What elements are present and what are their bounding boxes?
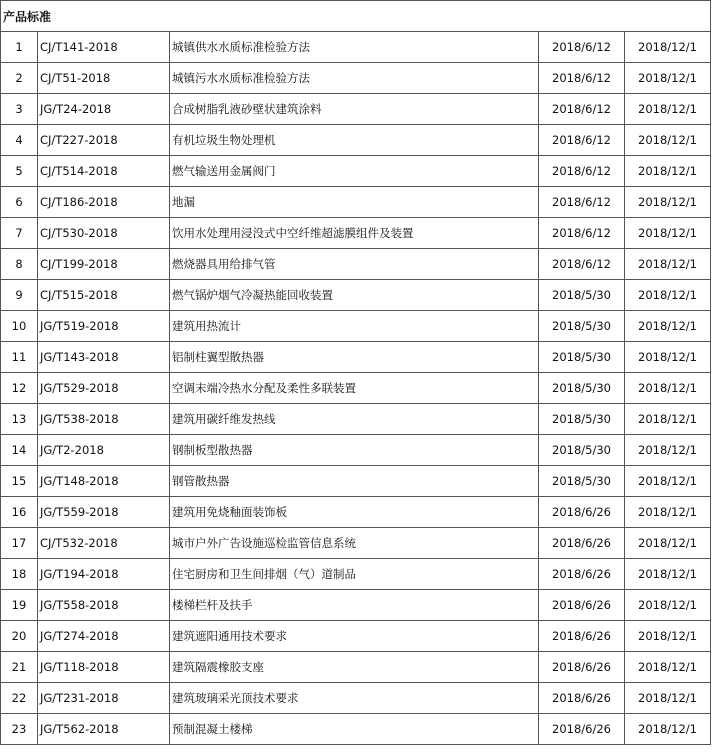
row-index: 5 (1, 156, 38, 187)
standard-code: CJ/T532-2018 (38, 528, 170, 559)
issue-date: 2018/6/12 (539, 63, 625, 94)
issue-date: 2018/6/26 (539, 528, 625, 559)
implementation-date: 2018/12/1 (625, 466, 711, 497)
issue-date: 2018/5/30 (539, 466, 625, 497)
standard-code: JG/T538-2018 (38, 404, 170, 435)
standard-name: 建筑用碳纤维发热线 (170, 404, 539, 435)
standard-name: 钢制板型散热器 (170, 435, 539, 466)
implementation-date: 2018/12/1 (625, 559, 711, 590)
standard-code: CJ/T51-2018 (38, 63, 170, 94)
section-title: 产品标准 (1, 1, 711, 32)
table-row (1, 497, 711, 528)
table-row (1, 342, 711, 373)
implementation-date: 2018/12/1 (625, 311, 711, 342)
issue-date: 2018/6/26 (539, 683, 625, 714)
table-row (1, 559, 711, 590)
standard-code: CJ/T199-2018 (38, 249, 170, 280)
issue-date: 2018/6/12 (539, 125, 625, 156)
standard-code: JG/T148-2018 (38, 466, 170, 497)
table-row (1, 590, 711, 621)
standard-name: 城市户外广告设施巡检监管信息系统 (170, 528, 539, 559)
standard-name: 钢管散热器 (170, 466, 539, 497)
issue-date: 2018/5/30 (539, 435, 625, 466)
standard-name: 建筑用免烧釉面装饰板 (170, 497, 539, 528)
table-row (1, 404, 711, 435)
standard-name: 楼梯栏杆及扶手 (170, 590, 539, 621)
issue-date: 2018/5/30 (539, 280, 625, 311)
row-index: 7 (1, 218, 38, 249)
standard-name: 铝制柱翼型散热器 (170, 342, 539, 373)
issue-date: 2018/6/26 (539, 559, 625, 590)
implementation-date: 2018/12/1 (625, 497, 711, 528)
issue-date: 2018/6/26 (539, 621, 625, 652)
standard-code: JG/T231-2018 (38, 683, 170, 714)
table-row (1, 32, 711, 63)
standard-code: JG/T24-2018 (38, 94, 170, 125)
implementation-date: 2018/12/1 (625, 621, 711, 652)
standard-name: 建筑隔震橡胶支座 (170, 652, 539, 683)
table-row (1, 652, 711, 683)
standard-name: 城镇污水水质标准检验方法 (170, 63, 539, 94)
standard-name: 燃气锅炉烟气冷凝热能回收装置 (170, 280, 539, 311)
row-index: 6 (1, 187, 38, 218)
implementation-date: 2018/12/1 (625, 249, 711, 280)
row-index: 20 (1, 621, 38, 652)
issue-date: 2018/6/26 (539, 590, 625, 621)
issue-date: 2018/6/12 (539, 32, 625, 63)
table-row (1, 311, 711, 342)
standard-code: JG/T194-2018 (38, 559, 170, 590)
standard-name: 饮用水处理用浸没式中空纤维超滤膜组件及装置 (170, 218, 539, 249)
standard-name: 建筑遮阳通用技术要求 (170, 621, 539, 652)
implementation-date: 2018/12/1 (625, 32, 711, 63)
issue-date: 2018/6/12 (539, 156, 625, 187)
standard-code: JG/T519-2018 (38, 311, 170, 342)
standard-code: CJ/T141-2018 (38, 32, 170, 63)
standard-name: 燃烧器具用给排气管 (170, 249, 539, 280)
standard-name: 地漏 (170, 187, 539, 218)
row-index: 17 (1, 528, 38, 559)
row-index: 13 (1, 404, 38, 435)
row-index: 3 (1, 94, 38, 125)
row-index: 2 (1, 63, 38, 94)
implementation-date: 2018/12/1 (625, 404, 711, 435)
table-row (1, 373, 711, 404)
issue-date: 2018/6/12 (539, 94, 625, 125)
row-index: 9 (1, 280, 38, 311)
standard-code: CJ/T530-2018 (38, 218, 170, 249)
row-index: 23 (1, 714, 38, 745)
row-index: 10 (1, 311, 38, 342)
standard-code: JG/T118-2018 (38, 652, 170, 683)
row-index: 22 (1, 683, 38, 714)
issue-date: 2018/6/12 (539, 249, 625, 280)
table-row (1, 435, 711, 466)
standard-code: JG/T529-2018 (38, 373, 170, 404)
standard-name: 燃气输送用金属阀门 (170, 156, 539, 187)
table-row (1, 249, 711, 280)
issue-date: 2018/5/30 (539, 404, 625, 435)
table-row (1, 714, 711, 745)
issue-date: 2018/6/12 (539, 187, 625, 218)
row-index: 19 (1, 590, 38, 621)
table-row (1, 63, 711, 94)
issue-date: 2018/5/30 (539, 342, 625, 373)
implementation-date: 2018/12/1 (625, 683, 711, 714)
implementation-date: 2018/12/1 (625, 590, 711, 621)
standard-code: JG/T558-2018 (38, 590, 170, 621)
issue-date: 2018/6/26 (539, 714, 625, 745)
issue-date: 2018/5/30 (539, 373, 625, 404)
standard-code: JG/T559-2018 (38, 497, 170, 528)
implementation-date: 2018/12/1 (625, 187, 711, 218)
row-index: 8 (1, 249, 38, 280)
row-index: 16 (1, 497, 38, 528)
table-body (1, 1, 711, 745)
table-row (1, 528, 711, 559)
table-row (1, 125, 711, 156)
standard-name: 合成树脂乳液砂壁状建筑涂料 (170, 94, 539, 125)
standard-code: CJ/T515-2018 (38, 280, 170, 311)
standard-code: CJ/T227-2018 (38, 125, 170, 156)
row-index: 4 (1, 125, 38, 156)
standard-code: JG/T2-2018 (38, 435, 170, 466)
table-row (1, 187, 711, 218)
implementation-date: 2018/12/1 (625, 94, 711, 125)
implementation-date: 2018/12/1 (625, 528, 711, 559)
table-row (1, 94, 711, 125)
implementation-date: 2018/12/1 (625, 156, 711, 187)
table-row (1, 218, 711, 249)
row-index: 14 (1, 435, 38, 466)
implementation-date: 2018/12/1 (625, 435, 711, 466)
implementation-date: 2018/12/1 (625, 218, 711, 249)
implementation-date: 2018/12/1 (625, 373, 711, 404)
issue-date: 2018/6/12 (539, 218, 625, 249)
table-row (1, 466, 711, 497)
standard-name: 空调末端冷热水分配及柔性多联装置 (170, 373, 539, 404)
standard-name: 住宅厨房和卫生间排烟（气）道制品 (170, 559, 539, 590)
row-index: 18 (1, 559, 38, 590)
standard-code: JG/T562-2018 (38, 714, 170, 745)
standard-code: CJ/T186-2018 (38, 187, 170, 218)
implementation-date: 2018/12/1 (625, 63, 711, 94)
section-title-row (1, 1, 711, 32)
issue-date: 2018/6/26 (539, 652, 625, 683)
standard-code: CJ/T514-2018 (38, 156, 170, 187)
table-row (1, 280, 711, 311)
standard-name: 建筑玻璃采光顶技术要求 (170, 683, 539, 714)
table-row (1, 156, 711, 187)
standard-name: 建筑用热流计 (170, 311, 539, 342)
standard-name: 有机垃圾生物处理机 (170, 125, 539, 156)
row-index: 12 (1, 373, 38, 404)
implementation-date: 2018/12/1 (625, 652, 711, 683)
standard-name: 预制混凝土楼梯 (170, 714, 539, 745)
implementation-date: 2018/12/1 (625, 125, 711, 156)
implementation-date: 2018/12/1 (625, 714, 711, 745)
table-row (1, 621, 711, 652)
standard-name: 城镇供水水质标准检验方法 (170, 32, 539, 63)
row-index: 15 (1, 466, 38, 497)
table-row (1, 683, 711, 714)
row-index: 11 (1, 342, 38, 373)
implementation-date: 2018/12/1 (625, 342, 711, 373)
standard-code: JG/T143-2018 (38, 342, 170, 373)
row-index: 21 (1, 652, 38, 683)
issue-date: 2018/5/30 (539, 311, 625, 342)
row-index: 1 (1, 32, 38, 63)
standard-code: JG/T274-2018 (38, 621, 170, 652)
implementation-date: 2018/12/1 (625, 280, 711, 311)
issue-date: 2018/6/26 (539, 497, 625, 528)
